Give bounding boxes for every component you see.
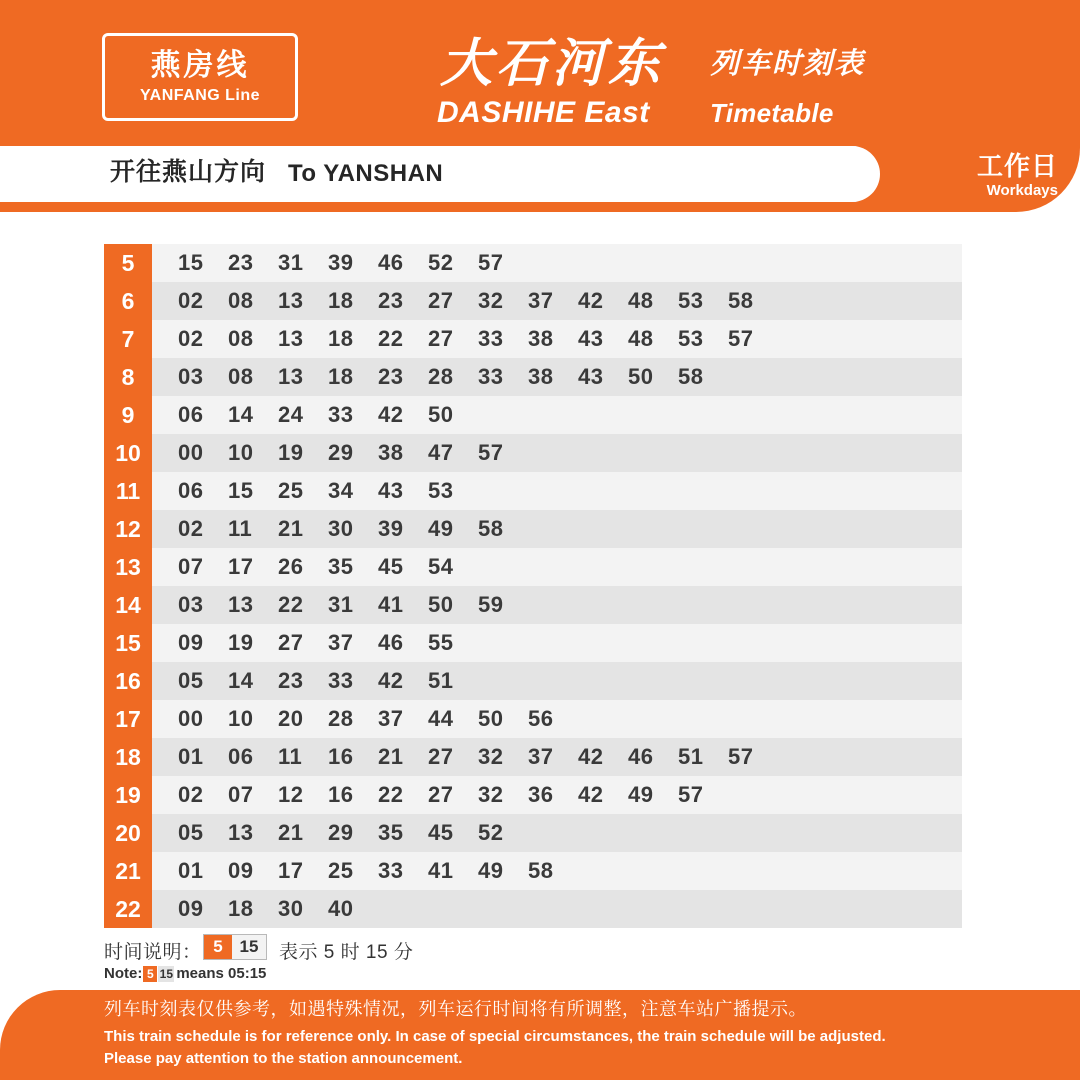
hour-cell: 18: [104, 738, 152, 776]
minutes-cell: [152, 358, 962, 396]
minute-value: 27: [428, 782, 454, 807]
minute-value: 49: [628, 782, 654, 807]
day-type-cn: 工作日: [976, 151, 1058, 181]
minutes-cell: [152, 624, 962, 662]
station-name-cn: 大石河东: [440, 35, 665, 93]
direction-label-en: To YANSHAN: [288, 160, 444, 187]
minute-value: 38: [528, 364, 554, 389]
minute-value: 55: [428, 630, 454, 655]
minute-value: 07: [228, 782, 254, 807]
minute-value: 10: [228, 706, 254, 731]
minute-value: 57: [728, 326, 754, 351]
minute-value: 51: [678, 744, 704, 769]
minute-value: 48: [628, 326, 654, 351]
minutes-cell: [152, 814, 962, 852]
hour-cell: 15: [104, 624, 152, 662]
minutes-cell: [152, 662, 962, 700]
minute-value: 34: [328, 478, 354, 503]
table-row: [104, 282, 962, 320]
minute-value: 02: [178, 288, 204, 313]
minute-value: 01: [178, 858, 204, 883]
minute-value: 42: [578, 744, 604, 769]
minute-value: 47: [428, 440, 454, 465]
minute-value: 58: [728, 288, 754, 313]
footer-note-cn: 列车时刻表仅供参考，如遇特殊情况，列车运行时间将有所调整，注意车站广播提示。: [104, 999, 807, 1019]
minute-value: 37: [328, 630, 354, 655]
minute-value: 13: [278, 364, 304, 389]
minutes-cell: [152, 510, 962, 548]
minute-value: 17: [228, 554, 254, 579]
minute-value: 08: [228, 326, 254, 351]
minute-value: 48: [628, 288, 654, 313]
line-name-en: YANFANG Line: [139, 86, 261, 104]
minute-value: 06: [178, 402, 204, 427]
minute-value: 44: [428, 706, 454, 731]
minute-value: 13: [228, 820, 254, 845]
minutes-cell: [152, 852, 962, 890]
minutes-cell: [152, 244, 962, 282]
table-row: [104, 320, 962, 358]
minute-value: 26: [278, 554, 304, 579]
hour-cell: 17: [104, 700, 152, 738]
minute-value: 23: [378, 364, 404, 389]
minute-value: 28: [328, 706, 354, 731]
minute-value: 29: [328, 440, 354, 465]
minute-value: 30: [278, 896, 304, 921]
minute-value: 23: [228, 250, 254, 275]
minute-value: 02: [178, 516, 204, 541]
minute-value: 36: [528, 782, 554, 807]
minute-value: 38: [378, 440, 404, 465]
line-badge: [102, 33, 298, 121]
minute-value: 33: [478, 326, 504, 351]
footer-note-en-line1: This train schedule is for reference only. In case of special circumstances, the train schedule will be adjusted.: [104, 1028, 886, 1045]
minute-value: 33: [378, 858, 404, 883]
minute-value: 43: [578, 364, 604, 389]
minute-value: 10: [228, 440, 254, 465]
minute-value: 06: [228, 744, 254, 769]
minute-value: 31: [278, 250, 304, 275]
minute-value: 35: [328, 554, 354, 579]
minutes-cell: [152, 282, 962, 320]
table-row: [104, 358, 962, 396]
minute-value: 37: [528, 288, 554, 313]
hour-cell: 5: [104, 244, 152, 282]
minute-value: 12: [278, 782, 304, 807]
minute-value: 45: [378, 554, 404, 579]
minute-value: 02: [178, 326, 204, 351]
minute-value: 25: [278, 478, 304, 503]
minute-value: 51: [428, 668, 454, 693]
minutes-cell: [152, 586, 962, 624]
minute-value: 57: [478, 440, 504, 465]
table-row: [104, 852, 962, 890]
minute-value: 37: [528, 744, 554, 769]
minutes-cell: [152, 396, 962, 434]
table-row: [104, 472, 962, 510]
minute-value: 09: [228, 858, 254, 883]
minutes-cell: [152, 890, 962, 928]
minutes-cell: [152, 434, 962, 472]
minute-value: 03: [178, 592, 204, 617]
direction-label-cn: 开往燕山方向: [110, 158, 267, 186]
minute-value: 09: [178, 630, 204, 655]
table-row: [104, 624, 962, 662]
note-block: [104, 930, 964, 990]
minute-value: 16: [328, 744, 354, 769]
table-row: [104, 814, 962, 852]
minute-value: 08: [228, 364, 254, 389]
minute-value: 46: [378, 250, 404, 275]
note-chip-minute: 15: [232, 935, 266, 959]
note-en-chip-minute: 15: [159, 966, 173, 981]
minute-value: 13: [228, 592, 254, 617]
minute-value: 22: [278, 592, 304, 617]
note-example-chip: [203, 934, 267, 960]
minute-value: 21: [278, 516, 304, 541]
hour-cell: 6: [104, 282, 152, 320]
minute-value: 53: [678, 288, 704, 313]
minute-value: 32: [478, 782, 504, 807]
minute-value: 14: [228, 668, 254, 693]
minute-value: 49: [478, 858, 504, 883]
minutes-cell: [152, 776, 962, 814]
table-row: [104, 244, 962, 282]
table-row: [104, 510, 962, 548]
minute-value: 58: [528, 858, 554, 883]
minute-value: 57: [678, 782, 704, 807]
minute-value: 31: [328, 592, 354, 617]
minute-value: 43: [578, 326, 604, 351]
minute-value: 27: [428, 288, 454, 313]
minute-value: 28: [428, 364, 454, 389]
hour-cell: 14: [104, 586, 152, 624]
minute-value: 57: [728, 744, 754, 769]
minute-value: 05: [178, 668, 204, 693]
minute-value: 42: [378, 668, 404, 693]
minute-value: 50: [428, 592, 454, 617]
minute-value: 32: [478, 288, 504, 313]
minute-value: 27: [428, 744, 454, 769]
minute-value: 23: [278, 668, 304, 693]
hour-cell: 16: [104, 662, 152, 700]
table-row: [104, 662, 962, 700]
minute-value: 30: [328, 516, 354, 541]
minute-value: 11: [228, 516, 253, 541]
minute-value: 13: [278, 326, 304, 351]
minute-value: 27: [428, 326, 454, 351]
minute-value: 21: [278, 820, 304, 845]
minute-value: 18: [228, 896, 254, 921]
minute-value: 08: [228, 288, 254, 313]
minute-value: 35: [378, 820, 404, 845]
minute-value: 22: [378, 326, 404, 351]
minute-value: 52: [478, 820, 504, 845]
minute-value: 58: [678, 364, 704, 389]
hour-cell: 13: [104, 548, 152, 586]
table-row: [104, 890, 962, 928]
minute-value: 53: [678, 326, 704, 351]
table-row: [104, 738, 962, 776]
minute-value: 49: [428, 516, 454, 541]
minute-value: 33: [328, 402, 354, 427]
minute-value: 15: [228, 478, 254, 503]
minute-value: 20: [278, 706, 304, 731]
note-label-cn: 时间说明：: [104, 942, 202, 963]
hour-cell: 21: [104, 852, 152, 890]
minute-value: 45: [428, 820, 454, 845]
note-en-prefix: Note:: [104, 965, 143, 982]
minute-value: 14: [228, 402, 254, 427]
hour-cell: 7: [104, 320, 152, 358]
minute-value: 23: [378, 288, 404, 313]
minute-value: 06: [178, 478, 204, 503]
minutes-cell: [152, 548, 962, 586]
minute-value: 50: [428, 402, 454, 427]
minute-value: 54: [428, 554, 454, 579]
table-row: [104, 548, 962, 586]
minute-value: 27: [278, 630, 304, 655]
timetable: [104, 244, 962, 928]
timetable-title-en: Timetable: [710, 98, 834, 128]
minute-value: 24: [278, 402, 304, 427]
hour-cell: 11: [104, 472, 152, 510]
minute-value: 42: [578, 782, 604, 807]
hour-cell: 20: [104, 814, 152, 852]
minute-value: 46: [378, 630, 404, 655]
note-en-suffix: means 05:15: [176, 965, 267, 982]
minute-value: 57: [478, 250, 504, 275]
hour-cell: 10: [104, 434, 152, 472]
minutes-cell: [152, 320, 962, 358]
minutes-cell: [152, 700, 962, 738]
minute-value: 43: [378, 478, 404, 503]
minute-value: 07: [178, 554, 204, 579]
minute-value: 42: [578, 288, 604, 313]
note-chip-hour: 5: [204, 935, 232, 959]
minute-value: 21: [378, 744, 404, 769]
minute-value: 15: [178, 250, 204, 275]
minute-value: 22: [378, 782, 404, 807]
note-meaning-cn: 表示 5 时 15 分: [279, 942, 414, 963]
minute-value: 41: [428, 858, 454, 883]
table-row: [104, 396, 962, 434]
hour-cell: 9: [104, 396, 152, 434]
minute-value: 56: [528, 706, 554, 731]
station-name-en: DASHIHE East: [437, 96, 650, 129]
minute-value: 53: [428, 478, 454, 503]
minute-value: 52: [428, 250, 454, 275]
minute-value: 03: [178, 364, 204, 389]
footer-note-en: [104, 1026, 886, 1070]
minute-value: 18: [328, 326, 354, 351]
minute-value: 33: [328, 668, 354, 693]
minutes-cell: [152, 738, 962, 776]
minute-value: 42: [378, 402, 404, 427]
minute-value: 50: [478, 706, 504, 731]
minute-value: 05: [178, 820, 204, 845]
hour-cell: 22: [104, 890, 152, 928]
hour-cell: 8: [104, 358, 152, 396]
hour-cell: 19: [104, 776, 152, 814]
line-name-cn: 燕房线: [150, 49, 250, 83]
timetable-title-cn: 列车时刻表: [710, 48, 866, 80]
minute-value: 50: [628, 364, 654, 389]
minute-value: 41: [378, 592, 404, 617]
minute-value: 02: [178, 782, 204, 807]
minute-value: 25: [328, 858, 354, 883]
minute-value: 29: [328, 820, 354, 845]
minute-value: 46: [628, 744, 654, 769]
minute-value: 09: [178, 896, 204, 921]
minute-value: 59: [478, 592, 504, 617]
minute-value: 38: [528, 326, 554, 351]
minute-value: 32: [478, 744, 504, 769]
minute-value: 17: [278, 858, 304, 883]
minute-value: 19: [278, 440, 304, 465]
minute-value: 00: [178, 706, 204, 731]
minute-value: 01: [178, 744, 204, 769]
minute-value: 37: [378, 706, 404, 731]
minute-value: 18: [328, 288, 354, 313]
day-type-en: Workdays: [986, 182, 1058, 199]
table-row: [104, 776, 962, 814]
minute-value: 40: [328, 896, 354, 921]
minute-value: 58: [478, 516, 504, 541]
footer-note-en-line2: Please pay attention to the station announcement.: [104, 1049, 463, 1067]
table-row: [104, 586, 962, 624]
minute-value: 39: [328, 250, 354, 275]
minute-value: 16: [328, 782, 354, 807]
minute-value: 39: [378, 516, 404, 541]
minute-value: 13: [278, 288, 304, 313]
note-en: [104, 965, 266, 982]
table-row: [104, 700, 962, 738]
minute-value: 33: [478, 364, 504, 389]
note-en-chip-hour: 5: [143, 966, 157, 982]
minutes-cell: [152, 472, 962, 510]
minute-value: 19: [228, 630, 254, 655]
minute-value: 18: [328, 364, 354, 389]
hour-cell: 12: [104, 510, 152, 548]
minute-value: 11: [278, 744, 303, 769]
table-row: [104, 434, 962, 472]
minute-value: 00: [178, 440, 204, 465]
